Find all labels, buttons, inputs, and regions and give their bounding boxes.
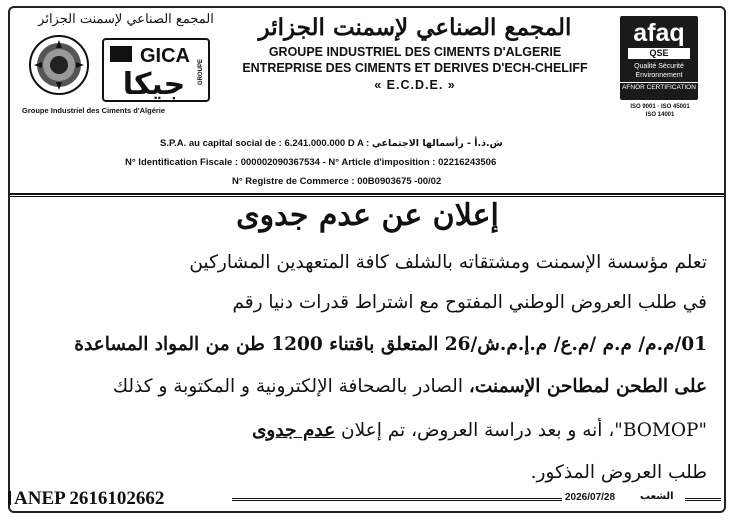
article-value: 02216243506 xyxy=(438,157,497,168)
afaq-iso-2: ISO 14001 xyxy=(645,112,675,118)
gica-caption: Groupe Industriel des Ciments d'Algérie xyxy=(22,106,166,115)
notice-line-4-bold: على الطحن لمطاحن الإسمنت، xyxy=(468,376,707,397)
article-label: - N° Article d'imposition : xyxy=(322,157,436,168)
afaq-sub-2: Environnement xyxy=(635,72,683,79)
notice-line-2: في طلب العروض الوطني المفتوح مع اشتراط قدرات دنيا رقم xyxy=(232,292,707,313)
capital-arabic: ش.ذ.أ - رأسمالها الاجتماعي xyxy=(371,138,503,149)
gica-group-text: GROUPE xyxy=(198,58,204,86)
capital-value: 6.241.000.000 D A : xyxy=(284,138,370,149)
tax-line xyxy=(125,157,496,168)
gear-icon xyxy=(28,34,90,96)
title-line-1: GROUPE INDUSTRIEL DES CIMENTS D'ALGERIE xyxy=(268,45,562,59)
afaq-iso-1: ISO 9001 · ISO 45001 xyxy=(630,104,690,110)
capital-line xyxy=(160,138,503,149)
notice-line-5-start: "BOMOP"، أنه و بعد دراسة العروض، تم إعلان xyxy=(335,420,707,441)
notice-line-4 xyxy=(22,374,707,400)
company-title xyxy=(215,14,615,94)
footer-date: 2026/07/28 xyxy=(565,492,616,503)
title-line-3: « E.C.D.E. » xyxy=(374,78,456,92)
notice-line-4-rest: الصادر بالصحافة الإلكترونية و المكتوبة و كذلك xyxy=(112,376,469,397)
footer-rule xyxy=(232,498,562,501)
nif-label: N° Identification Fiscale : xyxy=(125,157,239,168)
title-line-2: ENTREPRISE DES CIMENTS ET DERIVES D'ECH-CHELIFF xyxy=(242,61,588,75)
footer-rule-right xyxy=(685,498,721,501)
gica-mark-arabic: جيكا xyxy=(122,67,186,102)
afaq-name: afaq xyxy=(633,19,685,47)
notice-heading: إعلان عن عدم جدوى xyxy=(236,198,499,233)
afaq-cert: AFNOR CERTIFICATION xyxy=(620,82,698,92)
notice-line-5-underlined: عدم جدوى xyxy=(251,420,336,441)
title-arabic: المجمع الصناعي لإسمنت الجزائر xyxy=(258,14,572,41)
notice-line-5 xyxy=(22,418,707,444)
rc-label: N° Registre de Commerce : xyxy=(232,176,355,187)
gica-logo xyxy=(22,12,212,122)
rc-value: 00B0903675 -00/02 xyxy=(357,176,442,187)
registry-line xyxy=(232,176,441,187)
gica-logo-icon xyxy=(102,38,210,102)
notice-line-6: طلب العروض المذكور. xyxy=(530,462,707,483)
capital-label: S.P.A. au capital social de : xyxy=(160,138,282,149)
anep-reference: ANEP 2616102662 xyxy=(14,488,165,509)
afaq-sub-1: Qualité Sécurité xyxy=(634,63,684,70)
notice-line-1: تعلم مؤسسة الإسمنت ومشتقاته بالشلف كافة المتعهدين المشاركين xyxy=(189,252,707,273)
notice-line-3: 01/م.م/ م.م /م.ع/ م.إ.م.ش/26 المتعلق باقتناء 1200 طن من المواد المساعدة xyxy=(74,334,707,355)
header-divider xyxy=(10,193,724,195)
footer-newspaper: الشعب xyxy=(640,491,674,502)
gica-mark-text: GICA xyxy=(140,45,190,67)
nif-value: 000002090367534 xyxy=(240,157,320,168)
afaq-qse: QSE xyxy=(628,48,690,59)
afaq-certification-logo xyxy=(620,16,708,128)
header-divider-thin xyxy=(10,196,724,197)
gica-arabic-name: المجمع الصناعي لإسمنت الجزائر xyxy=(38,12,214,27)
